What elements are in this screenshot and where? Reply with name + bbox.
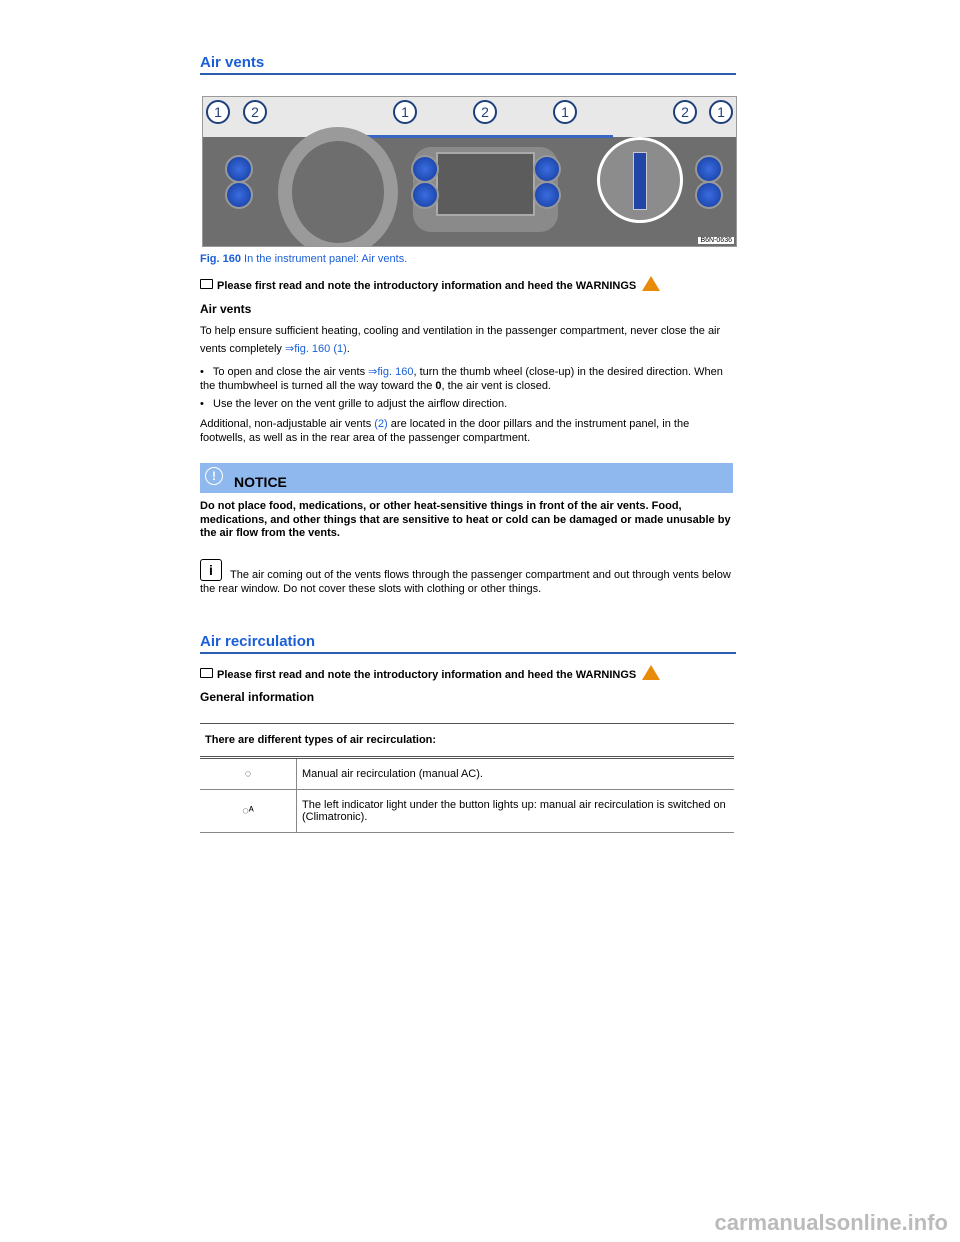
vent bbox=[225, 155, 253, 183]
fig-link[interactable]: ⇒fig. 160 (1) bbox=[284, 343, 347, 355]
warning-icon bbox=[642, 276, 660, 291]
bullet-item: • Use the lever on the vent grille to adjust the airflow direction. bbox=[200, 398, 508, 410]
table-cell: Manual air recirculation (manual AC). bbox=[297, 759, 735, 790]
callout: 1 bbox=[393, 100, 417, 124]
text: , the air vent is closed. bbox=[441, 380, 551, 392]
table-header: There are different types of air recirculation: bbox=[200, 724, 734, 759]
callout-link[interactable]: (2) bbox=[374, 418, 388, 430]
steering-wheel bbox=[278, 127, 398, 247]
intro-text: Please first read and note the introductory information and heed the WARNINGS bbox=[217, 280, 637, 292]
section-title-air-vents: Air vents bbox=[200, 54, 736, 75]
text: are located in the door pillars and the instrument panel, in the footwells, as well as in the rear area of the passenger compartment. bbox=[200, 418, 690, 444]
intro-note bbox=[200, 276, 736, 293]
text: To open and close the air vents bbox=[212, 366, 369, 378]
notice-title: NOTICE bbox=[234, 474, 287, 490]
text: To help ensure sufficient heating, cooling and ventilation in the passenger compartment, never close the air vents completely bbox=[200, 325, 721, 355]
table-body bbox=[200, 759, 734, 833]
vent bbox=[411, 155, 439, 183]
text: . bbox=[346, 343, 350, 355]
info-icon: i bbox=[200, 559, 222, 581]
text: Use the lever on the vent grille to adjust the airflow direction. bbox=[213, 398, 508, 410]
caption-text: In the instrument panel: Air vents. bbox=[240, 253, 408, 265]
thumbwheel bbox=[633, 152, 647, 210]
paragraph bbox=[200, 322, 736, 358]
notice-banner bbox=[200, 463, 733, 493]
figure-instrument-panel bbox=[202, 96, 737, 247]
table-row bbox=[200, 759, 734, 790]
recirculation-table bbox=[200, 723, 734, 833]
car-recirculation-icon: ◌ bbox=[200, 759, 297, 790]
callout: 1 bbox=[553, 100, 577, 124]
defrost-vent bbox=[363, 135, 613, 138]
text: , turn the thumb wheel (close-up) in the desired direction. When the thumbwheel is turned all the way toward the bbox=[200, 366, 723, 392]
windshield bbox=[203, 97, 736, 137]
exclamation-icon: ! bbox=[205, 467, 223, 485]
figure-caption bbox=[200, 252, 736, 266]
callout: 1 bbox=[206, 100, 230, 124]
figure-code: B6N-0636 bbox=[700, 237, 732, 244]
section-title-air-recirculation: Air recirculation bbox=[200, 633, 736, 654]
thumbwheel-closeup bbox=[597, 137, 683, 223]
notice-text: Do not place food, medications, or other heat-sensitive things in front of the air vents. Food, medications, and other things that are sensitive to heat or cold can be damaged or made unusable by the air flow from the vents. bbox=[200, 500, 731, 539]
paragraph bbox=[200, 417, 736, 445]
vent bbox=[695, 155, 723, 183]
vent bbox=[533, 155, 561, 183]
vent bbox=[533, 181, 561, 209]
warning-icon bbox=[642, 665, 660, 680]
watermark: carmanualsonline.info bbox=[714, 1210, 948, 1235]
zero-symbol: 0 bbox=[435, 380, 442, 392]
intro-text: Please first read and note the introductory information and heed the WARNINGS bbox=[217, 669, 637, 681]
vent bbox=[695, 181, 723, 209]
caption-number: Fig. 160 bbox=[200, 253, 241, 265]
table-cell: The left indicator light under the button lights up: manual air recirculation is switched on (Climatronic). bbox=[297, 790, 735, 833]
display-screen bbox=[436, 152, 535, 216]
callout: 2 bbox=[243, 100, 267, 124]
bullet-item: • To open and close the air vents ⇒fig. 160, turn the thumb wheel (close-up) in the desired direction. When the thumbwheel is turned all the way toward the 0, the air vent is closed. bbox=[200, 366, 723, 392]
book-icon bbox=[200, 668, 213, 678]
book-icon bbox=[200, 279, 213, 289]
callout: 2 bbox=[473, 100, 497, 124]
vent bbox=[411, 181, 439, 209]
text: Additional, non-adjustable air vents bbox=[200, 418, 375, 430]
callout: 2 bbox=[673, 100, 697, 124]
table-row bbox=[200, 790, 734, 833]
intro-note bbox=[200, 665, 736, 682]
info-text: The air coming out of the vents flows through the passenger compartment and out through vents below the rear window. Do not cover these slots with clothing or other things. bbox=[200, 569, 731, 595]
subtitle: General information bbox=[200, 690, 315, 704]
callout: 1 bbox=[709, 100, 733, 124]
car-recirculation-auto-icon: ◌ᴬ bbox=[200, 790, 297, 833]
vent bbox=[225, 181, 253, 209]
subtitle: Air vents bbox=[200, 302, 252, 316]
fig-link[interactable]: ⇒fig. 160 bbox=[368, 366, 414, 378]
